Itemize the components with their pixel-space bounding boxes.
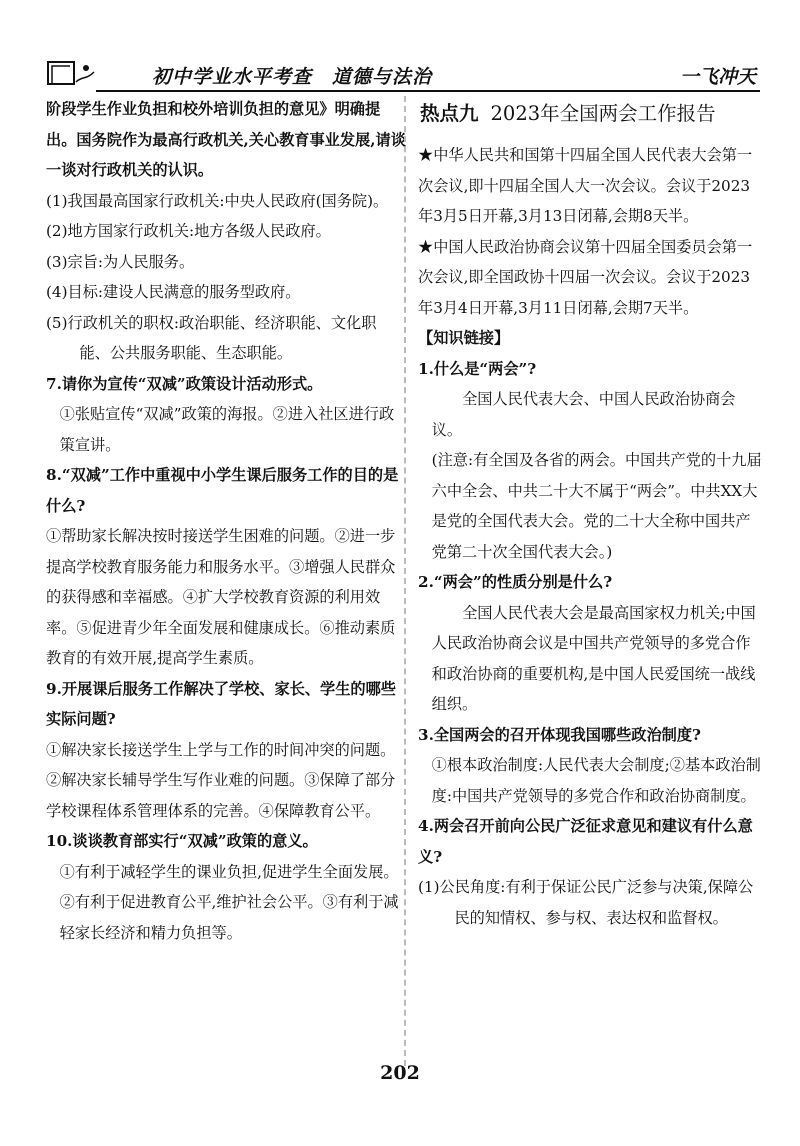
question-7: 7.请你为宣传“双减”政策设计活动形式。 xyxy=(46,374,323,393)
knowledge-note-1: (注意:有全国及各省的两会。中国共产党的十九届六中全会、中共二十大不属于“两会”。中共XX大是党的全国代表大会。党的二十大全称中国共产党第二十次全国代表大会。) xyxy=(431,451,762,561)
answer-6-item-5: (5)行政机关的职权:政治职能、经济职能、文化职能、公共服务职能、生态职能。 xyxy=(46,313,377,362)
session-cppcc-summary: ★中国人民政治协商会议第十四届全国委员会第一次会议,即全国政协十四届一次会议。会议于2023年3月4日开幕,3月11日闭幕,会期7天半。 xyxy=(418,237,753,317)
answer-6-item-2: (2)地方国家行政机关:地方各级人民政府。 xyxy=(46,222,331,240)
knowledge-question-1: 1.什么是“两会”? xyxy=(418,359,537,378)
answer-9: ①解决家长接送学生上学与工作的时间冲突的问题。②解决家长辅导学生写作业难的问题。③保障了部分学校课程体系管理体系的完善。④保障教育公平。 xyxy=(46,740,396,820)
page-header xyxy=(40,52,760,92)
answer-6-item-4: (4)目标:建设人民满意的服务型政府。 xyxy=(46,283,301,301)
header-rule xyxy=(96,90,760,92)
question-9: 9.开展课后服务工作解决了学校、家长、学生的哪些实际问题? xyxy=(46,679,396,728)
answer-7: ①张贴宣传“双减”政策的海报。②进入社区进行政策宣讲。 xyxy=(59,405,395,454)
knowledge-question-3: 3.全国两会的召开体现我国哪些政治制度? xyxy=(418,725,701,744)
question-6-text: 阶段学生作业负担和校外培训负担的意见》明确提出。国务院作为最高行政机关,关心教育事业发展,请谈一谈对行政机关的认识。 xyxy=(46,100,406,179)
right-column xyxy=(418,94,762,933)
answer-6-item-1: (1)我国最高国家行政机关:中央人民政府(国务院)。 xyxy=(46,191,389,210)
page-number: 202 xyxy=(380,1062,420,1084)
answer-8: ①帮助家长解决按时接送学生困难的问题。②进一步提高学校教育服务能力和服务水平。③增强人民群众的获得感和幸福感。④扩大学校教育资源的利用效率。⑤促进青少年全面发展和健康成长。⑥推动素质教育的有效开展,提高学生素质。 xyxy=(46,527,396,667)
header-brand: 一飞冲天 xyxy=(679,66,756,88)
knowledge-question-4: 4.两会召开前向公民广泛征求意见和建议有什么意义? xyxy=(418,817,753,866)
hot-topic-label: 热点九 xyxy=(420,102,479,125)
hot-topic-title: 2023年全国两会工作报告 xyxy=(490,102,716,125)
question-10: 10.谈谈教育部实行“双减”政策的意义。 xyxy=(46,832,318,850)
answer-6-item-3: (3)宗旨:为人民服务。 xyxy=(46,252,195,271)
knowledge-answer-2: 全国人民代表大会是最高国家权力机关;中国人民政治协商会议是中国共产党领导的多党合作和政治协商的重要机构,是中国人民爱国统一战线组织。 xyxy=(431,603,756,713)
column-divider xyxy=(404,96,406,1066)
knowledge-question-2: 2.“两会”的性质分别是什么? xyxy=(418,573,613,591)
answer-10: ①有利于减轻学生的课业负担,促进学生全面发展。②有利于促进教育公平,维护社会公平。③有利于减轻家长经济和精力负担等。 xyxy=(59,862,399,942)
knowledge-link-tag: 【知识链接】 xyxy=(418,329,510,347)
left-column xyxy=(46,94,406,948)
knowledge-answer-4: (1)公民角度:有利于保证公民广泛参与决策,保障公民的知情权、参与权、表达权和监督权。 xyxy=(418,878,754,927)
header-title: 初中学业水平考查 道德与法治 xyxy=(152,66,433,88)
knowledge-answer-1: 全国人民代表大会、中国人民政治协商会议。 xyxy=(431,390,736,439)
question-8: 8.“双减”工作中重视中小学生课后服务工作的目的是什么? xyxy=(46,466,399,515)
knowledge-answer-3: ①根本政治制度:人民代表大会制度;②基本政治制度:中国共产党领导的多党合作和政治协商制度。 xyxy=(431,756,761,805)
book-logo-icon xyxy=(46,58,98,88)
session-npc-summary: ★中华人民共和国第十四届全国人民代表大会第一次会议,即十四届全国人大一次会议。会议于2023年3月5日开幕,3月13日闭幕,会期8天半。 xyxy=(418,146,753,225)
hot-topic-heading xyxy=(420,94,762,134)
